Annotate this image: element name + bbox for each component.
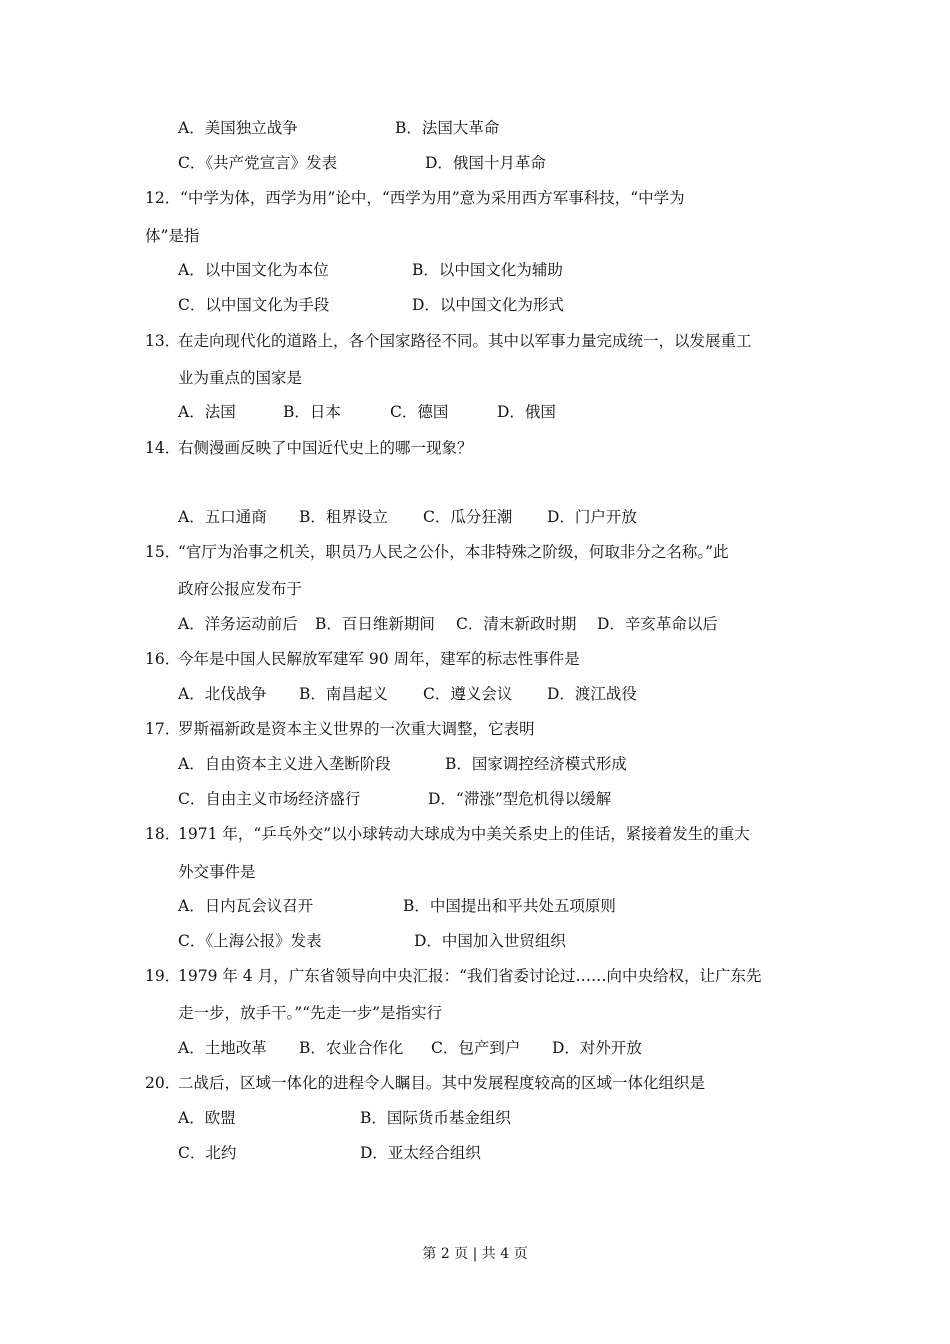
q20-option-b: B．国际货币基金组织 — [360, 1109, 511, 1127]
q18-option-b: B．中国提出和平共处五项原则 — [403, 897, 616, 915]
q17-option-a: A．自由资本主义进入垄断阶段 — [178, 755, 391, 773]
q12-option-b: B．以中国文化为辅助 — [412, 261, 563, 279]
q18-stem: 1971 年，“乒乓外交”以小球转动大球成为中美关系史上的佳话，紧接着发生的重大 — [178, 825, 750, 843]
q20-option-d: D．亚太经合组织 — [360, 1144, 481, 1162]
q11-option-d: D．俄国十月革命 — [425, 154, 546, 172]
q15-stem-cont: 政府公报应发布于 — [178, 580, 303, 598]
q15-stem: “官厅为治事之机关，职员乃人民之公仆，本非特殊之阶级，何取非分之名称。”此 — [178, 543, 729, 561]
q15-option-c: C．清末新政时期 — [456, 615, 577, 633]
q20-option-c: C．北约 — [178, 1144, 237, 1162]
q12-number: 12． — [145, 189, 181, 207]
q13-option-a: A．法国 — [178, 403, 236, 421]
q12-stem: “中学为体，西学为用”论中，“西学为用”意为采用西方军事科技，“中学为 — [180, 189, 685, 207]
q13-stem-cont: 业为重点的国家是 — [178, 369, 303, 387]
q11-option-c: C．《共产党宣言》发表 — [178, 154, 338, 172]
q18-option-a: A．日内瓦会议召开 — [178, 897, 314, 915]
q14-stem: 右侧漫画反映了中国近代史上的哪一现象？ — [178, 439, 473, 457]
q12-option-a: A．以中国文化为本位 — [178, 261, 329, 279]
q13-stem: 在走向现代化的道路上，各个国家路径不同。其中以军事力量完成统一，以发展重工 — [178, 332, 752, 350]
q18-number: 18． — [145, 825, 181, 843]
q14-number: 14． — [145, 439, 181, 457]
q19-option-d: D．对外开放 — [552, 1039, 642, 1057]
q16-option-b: B．南昌起义 — [299, 685, 388, 703]
q13-option-c: C．德国 — [390, 403, 449, 421]
q15-option-a: A．洋务运动前后 — [178, 615, 298, 633]
q18-stem-cont: 外交事件是 — [178, 863, 256, 881]
q19-stem-cont: 走一步，放手干。”“先走一步”是指实行 — [178, 1004, 443, 1022]
q14-option-c: C．瓜分狂潮 — [423, 508, 513, 526]
q13-option-b: B．日本 — [283, 403, 341, 421]
q20-option-a: A．欧盟 — [178, 1109, 236, 1127]
q14-option-b: B．租界设立 — [299, 508, 388, 526]
q12-option-d: D．以中国文化为形式 — [412, 296, 564, 314]
q17-number: 17． — [145, 720, 181, 738]
q17-stem: 罗斯福新政是资本主义世界的一次重大调整，它表明 — [178, 720, 535, 738]
q17-option-d: D．“滞涨”型危机得以缓解 — [428, 790, 612, 808]
q19-stem: 1979 年 4 月，广东省领导向中央汇报：“我们省委讨论过……向中央给权，让广东先 — [178, 967, 762, 985]
q16-stem: 今年是中国人民解放军建军 90 周年，建军的标志性事件是 — [178, 650, 580, 668]
q19-number: 19． — [145, 967, 181, 985]
q19-option-a: A．土地改革 — [178, 1039, 267, 1057]
q14-option-a: A．五口通商 — [178, 508, 267, 526]
q15-option-d: D．辛亥革命以后 — [597, 615, 718, 633]
q14-option-d: D．门户开放 — [547, 508, 637, 526]
q17-option-c: C．自由主义市场经济盛行 — [178, 790, 361, 808]
q15-number: 15． — [145, 543, 181, 561]
q16-option-a: A．北伐战争 — [178, 685, 267, 703]
q18-option-c: C．《上海公报》发表 — [178, 932, 322, 950]
q13-option-d: D．俄国 — [497, 403, 556, 421]
q15-option-b: B．百日维新期间 — [315, 615, 435, 633]
q13-number: 13． — [145, 332, 181, 350]
q16-option-d: D．渡江战役 — [547, 685, 637, 703]
q19-option-b: B．农业合作化 — [299, 1039, 404, 1057]
q12-option-c: C．以中国文化为手段 — [178, 296, 330, 314]
page-footer: 第 2 页 | 共 4 页 — [422, 1246, 528, 1262]
q11-option-a: A．美国独立战争 — [178, 119, 298, 137]
q16-number: 16． — [145, 650, 181, 668]
q16-option-c: C．遵义会议 — [423, 685, 513, 703]
q19-option-c: C．包产到户 — [431, 1039, 521, 1057]
q12-stem-cont: 体”是指 — [145, 227, 200, 245]
q20-number: 20． — [145, 1074, 181, 1092]
q20-stem: 二战后，区域一体化的进程令人瞩目。其中发展程度较高的区域一体化组织是 — [178, 1074, 706, 1092]
q11-option-b: B．法国大革命 — [395, 119, 500, 137]
q18-option-d: D．中国加入世贸组织 — [414, 932, 566, 950]
q17-option-b: B．国家调控经济模式形成 — [445, 755, 627, 773]
